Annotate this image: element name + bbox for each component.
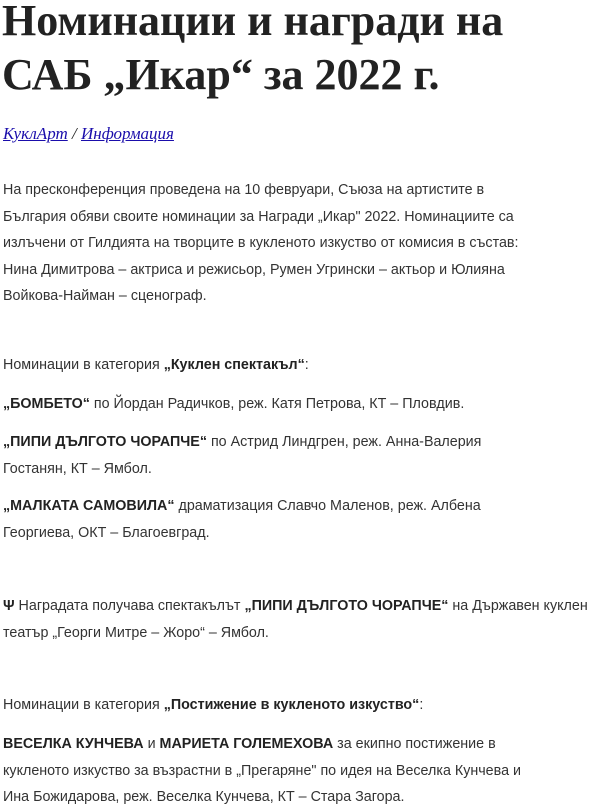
breadcrumb-link-kuklart[interactable]: КуклАрт [3,124,68,143]
award-paragraph [3,593,600,646]
category-name: „Куклен спектакъл“ [163,357,305,373]
intro-paragraph: На пресконференция проведена на 10 февруари, Съюза на артистите в България обяви своите номинации за Награди „Икар" 2022. Номинациите са излъчени от Гилдията на творците в кукленото изкуство от комисия в състав: Нина Димитрова – актриса и режисьор, Румен Угрински – актьор и Юлияна Войкова-Найман – сценограф. [3,182,519,304]
breadcrumb-link-information[interactable]: Информация [80,124,174,143]
nominee-item [3,429,543,482]
trident-award-icon: Ψ [3,598,15,614]
category-prefix: Номинации в категория [3,697,164,713]
breadcrumb [3,124,174,144]
award-title: „ПИПИ ДЪЛГОТО ЧОРАПЧЕ“ [244,598,449,614]
nominee-title: „МАЛКАТА САМОВИЛА“ [3,498,175,514]
award-suffix: на Държавен куклен театър „Георги Митре – Жоро“ – Ямбол. [3,598,588,641]
category-heading-achievement [3,692,543,719]
breadcrumb-separator: / [72,124,77,143]
category-suffix: : [419,697,424,713]
nominee-name: ВЕСЕЛКА КУНЧЕВА [3,736,144,752]
conjunction: и [143,736,160,752]
nominee-item [3,391,543,418]
nominee-details: по Йордан Радичков, реж. Катя Петрова, КТ – Пловдив. [89,396,465,412]
nominee-details: драматизация Славчо Маленов, реж. Албена Георгиева, ОКТ – Благоевград. [3,498,481,541]
category-name: „Постижение в кукленото изкуство“ [163,697,420,713]
nominee-title: „БОМБЕТО“ [3,396,90,412]
nominee-details: по Астрид Линдгрен, реж. Анна-Валерия Гостанян, КТ – Ямбол. [3,434,482,477]
category-suffix: : [304,357,309,373]
category-prefix: Номинации в категория [3,357,164,373]
nominee-item [3,493,543,546]
category-heading-puppet-show [3,352,543,379]
award-prefix: Наградата получава спектакълът [14,598,245,614]
page-title: Номинации и награди на САБ „Икар“ за 2022 г. [2,0,504,99]
nominee-item [3,731,543,811]
nominee-title: „ПИПИ ДЪЛГОТО ЧОРАПЧЕ“ [3,434,207,450]
nominee-name: МАРИЕТА ГОЛЕМЕХОВА [159,736,334,752]
nominee-details: за екипно постижение в кукленото изкуство за възрастни в „Прегаряне" по идея на Веселка Кунчева и Ина Божидарова, реж. Веселка Кунчева, КТ – Стара Загора. [3,736,521,805]
